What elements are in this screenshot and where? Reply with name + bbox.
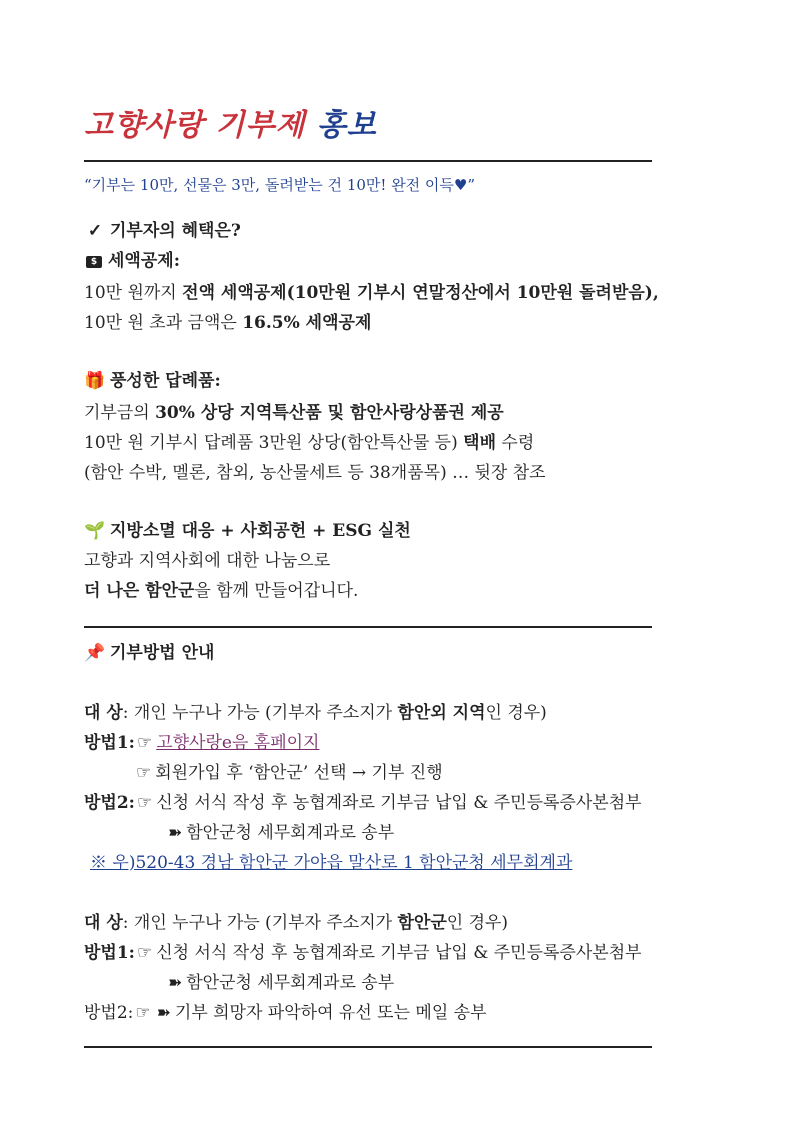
benefits-question: ✓ 기부자의 혜택은? bbox=[84, 220, 241, 242]
divider-middle bbox=[84, 626, 652, 628]
gifts-line3: (함안 수박, 멜론, 참외, 농산물세트 등 38개품목) … 뒷장 참조 bbox=[84, 463, 546, 483]
tax-line1: 10만 원까지 전액 세액공제(10만원 기부시 연말정산에서 10만원 돌려받음), bbox=[84, 283, 659, 303]
gift-icon: 🎁 bbox=[84, 371, 106, 391]
gifts-heading: 🎁 풍성한 답례품: bbox=[84, 371, 221, 391]
pushpin-icon: 📌 bbox=[84, 643, 106, 663]
social-line1: 고향과 지역사회에 대한 나눔으로 bbox=[84, 551, 331, 571]
pointing-hand-icon: ☞ bbox=[136, 763, 152, 783]
arrow-icon: ➽ bbox=[168, 973, 183, 993]
inside-target: 대 상: 개인 누구나 가능 (기부자 주소지가 함안군인 경우) bbox=[84, 913, 509, 933]
sprout-icon: 🌱 bbox=[84, 521, 106, 541]
gifts-line1: 기부금의 30% 상당 지역특산품 및 함안사랑상품권 제공 bbox=[84, 403, 504, 423]
method-heading: 📌 기부방법 안내 bbox=[84, 643, 215, 663]
page-title bbox=[84, 100, 377, 144]
tax-heading: $ 세액공제: bbox=[84, 250, 180, 272]
social-heading: 🌱 지방소멸 대응 + 사회공헌 + ESG 실천 bbox=[84, 521, 411, 541]
arrow-icon: ➽ bbox=[168, 823, 183, 843]
pointing-hand-icon: ☞ bbox=[135, 1003, 151, 1023]
outside-method1: 방법1: ☞ 고향사랑e음 홈페이지 bbox=[84, 733, 320, 753]
divider-bottom bbox=[84, 1046, 652, 1048]
inside-method2: 방법2: ☞ ➽ 기부 희망자 파악하여 유선 또는 메일 송부 bbox=[84, 1003, 487, 1023]
mailing-address: ※ 우)520-43 경남 함안군 가야읍 말산로 1 함안군청 세무회계과 bbox=[90, 853, 573, 873]
divider-top bbox=[84, 160, 652, 162]
outside-target: 대 상: 개인 누구나 가능 (기부자 주소지가 함안외 지역인 경우) bbox=[84, 703, 547, 723]
gohyang-homepage-link[interactable]: 고향사랑e음 홈페이지 bbox=[156, 733, 320, 753]
pointing-hand-icon: ☞ bbox=[136, 793, 153, 813]
tax-line2: 10만 원 초과 금액은 16.5% 세액공제 bbox=[84, 313, 372, 333]
arrow-icon: ➽ bbox=[156, 1003, 171, 1023]
social-line2: 더 나은 함안군을 함께 만들어갑니다. bbox=[84, 581, 359, 601]
outside-method2-sub: ➽ 함안군청 세무회계과로 송부 bbox=[168, 823, 395, 843]
inside-method1: 방법1: ☞ 신청 서식 작성 후 농협계좌로 기부금 납입 & 주민등록증사본첨부 bbox=[84, 943, 642, 963]
money-icon: $ bbox=[86, 256, 102, 268]
slogan: “기부는 10만, 선물은 3만, 돌려받는 건 10만! 완전 이득♥” bbox=[84, 176, 476, 194]
title-part2: 홍보 bbox=[316, 108, 377, 143]
pointing-hand-icon: ☞ bbox=[136, 943, 153, 963]
inside-method1-sub: ➽ 함안군청 세무회계과로 송부 bbox=[168, 973, 395, 993]
title-part1: 고향사랑 기부제 bbox=[84, 108, 306, 143]
outside-method2: 방법2: ☞ 신청 서식 작성 후 농협계좌로 기부금 납입 & 주민등록증사본첨부 bbox=[84, 793, 642, 813]
check-icon: ✓ bbox=[87, 221, 103, 241]
outside-method1-sub: ☞ 회원가입 후 ‘함안군’ 선택 → 기부 진행 bbox=[136, 763, 443, 783]
pointing-hand-icon: ☞ bbox=[136, 733, 153, 753]
gifts-line2: 10만 원 기부시 답례품 3만원 상당(함안특산물 등) 택배 수령 bbox=[84, 433, 535, 453]
